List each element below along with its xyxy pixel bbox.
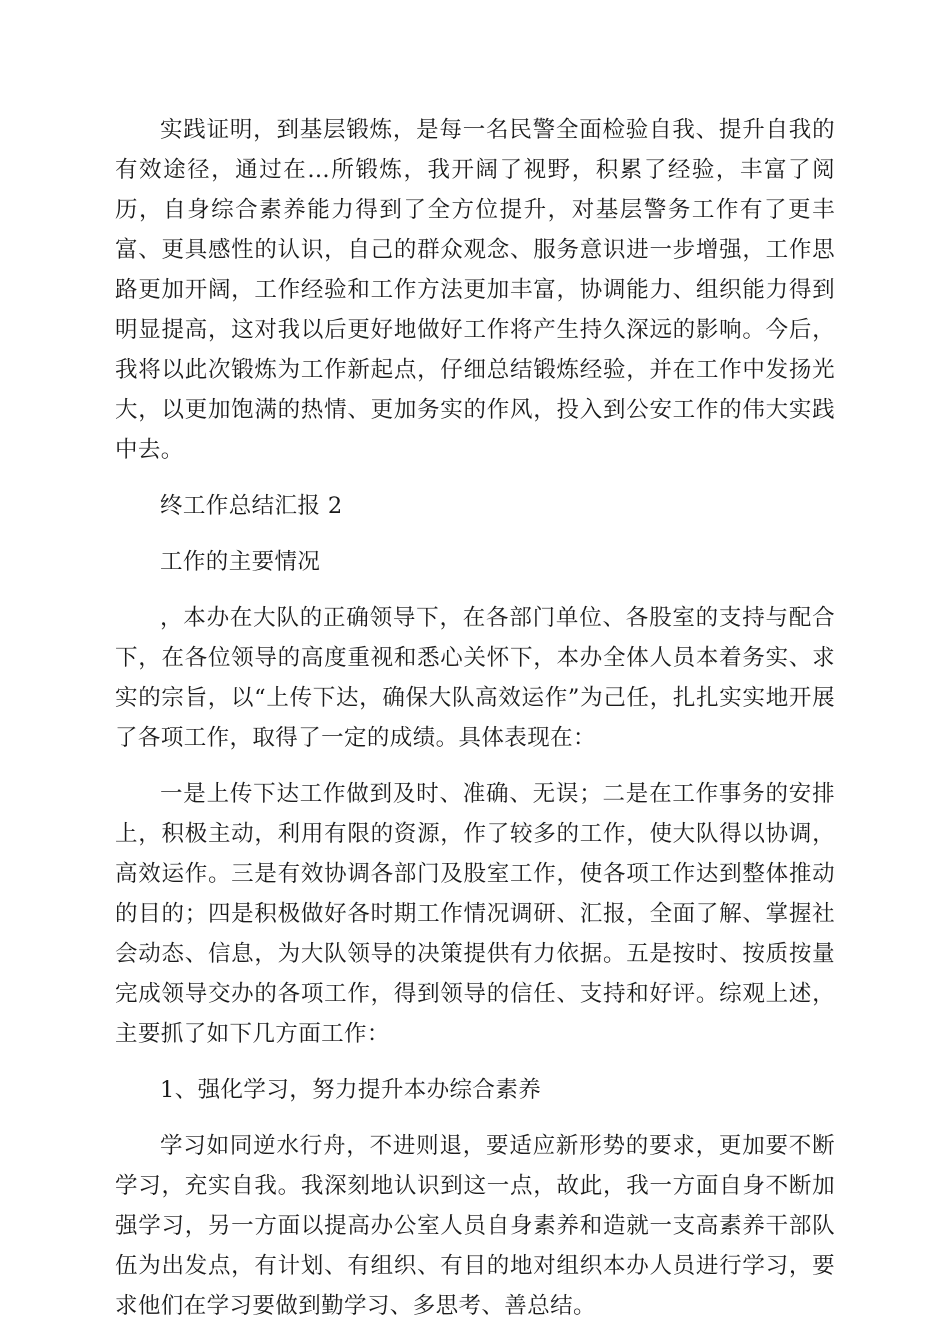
heading-main-situation: 工作的主要情况 (160, 549, 321, 575)
heading-strengthen-learning: 1、强化学习，努力提升本办综合素养 (160, 1077, 542, 1103)
paragraph-learning: 学习如同逆水行舟，不进则退，要适应新形势的要求，更加要不断学习，充实自我。我深刻地认识到这一点，故此，我一方面自身不断加强学习，另一方面以提高办公室人员自身素养和造就一支高素养干部队伍为出发点，有计划、有组织、有目的地对组织本办人员进行学习，要求他们在学习要做到勤学习、多思考、善总结。 (115, 1133, 835, 1319)
document-page (115, 110, 835, 1342)
heading-summary-report-2: 终工作总结汇报 2 (160, 493, 343, 519)
paragraph-performance: 一是上传下达工作做到及时、准确、无误；二是在工作事务的安排上，积极主动，利用有限的资源，作了较多的工作，使大队得以协调，高效运作。三是有效协调各部门及股室工作，使各项工作达到整体推动的目的；四是积极做好各时期工作情况调研、汇报，全面了解、掌握社会动态、信息，为大队领导的决策提供有力依据。五是按时、按质按量完成领导交办的各项工作，得到领导的信任、支持和好评。综观上述，主要抓了如下几方面工作： (115, 781, 835, 1047)
paragraph-leadership: ，本办在大队的正确领导下，在各部门单位、各股室的支持与配合下，在各位领导的高度重视和悉心关怀下，本办全体人员本着务实、求实的宗旨，以“上传下达，确保大队高效运作”为己任，扎扎实实地开展了各项工作，取得了一定的成绩。具体表现在： (115, 605, 835, 751)
paragraph-practice-proof: 实践证明，到基层锻炼，是每一名民警全面检验自我、提升自我的有效途径，通过在…所锻炼，我开阔了视野，积累了经验，丰富了阅历，自身综合素养能力得到了全方位提升，对基层警务工作有了更丰富、更具感性的认识，自己的群众观念、服务意识进一步增强，工作思路更加开阔，工作经验和工作方法更加丰富，协调能力、组织能力得到明显提高，这对我以后更好地做好工作将产生持久深远的影响。今后，我将以此次锻炼为工作新起点，仔细总结锻炼经验，并在工作中发扬光大，以更加饱满的热情、更加务实的作风，投入到公安工作的伟大实践中去。 (115, 117, 835, 463)
